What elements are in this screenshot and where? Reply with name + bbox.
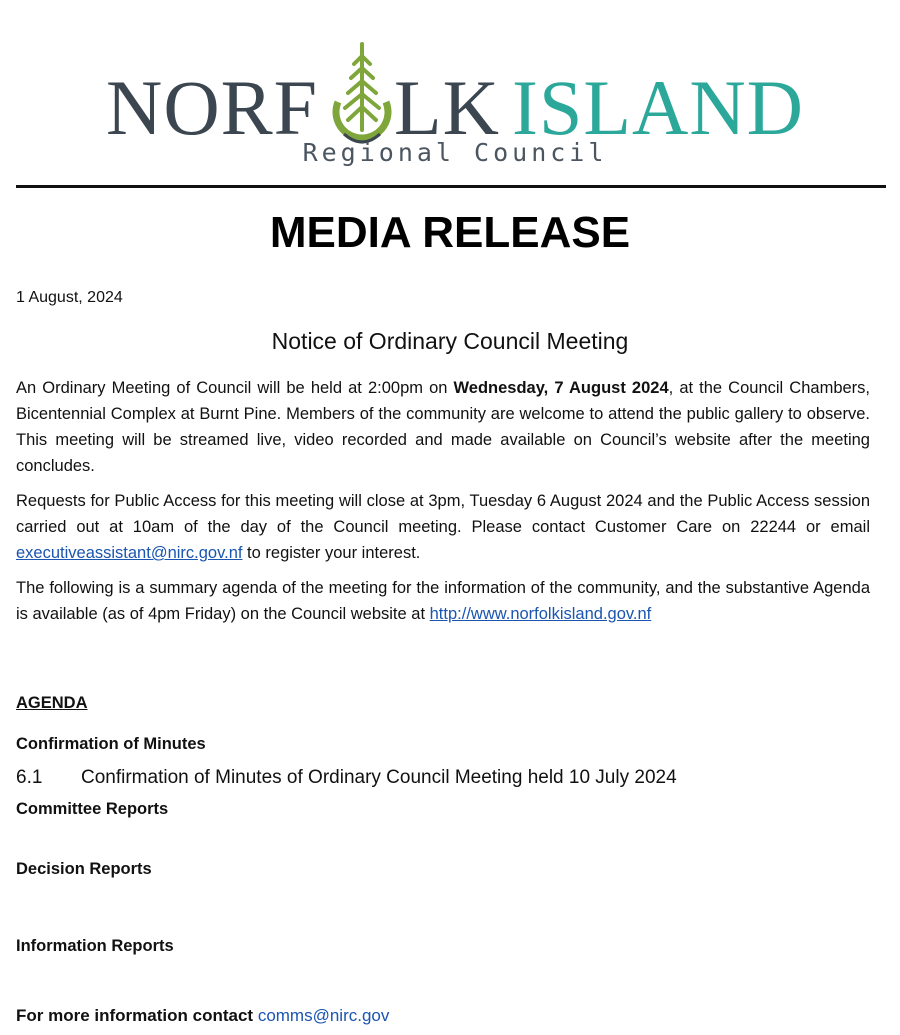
paragraph-meeting-details (16, 375, 870, 479)
contact-label: For more information contact (16, 1006, 254, 1025)
executive-assistant-email-link[interactable]: executiveassistant@nirc.gov.nf (16, 544, 243, 562)
header-divider (16, 185, 886, 188)
meeting-date-bold: Wednesday, 7 August 2024 (453, 379, 669, 397)
agenda-heading: AGENDA (16, 694, 88, 712)
release-date: 1 August, 2024 (16, 289, 123, 306)
contact-line (16, 1006, 389, 1026)
paragraph1-text-end: , at the Council Chambers, Bicentennial Complex at Burnt Pine. Members of the community are welcome to attend the public gallery to observe. This meeting will be streamed live, video recorded and made available on Council’s website after the meeting concludes. (16, 379, 870, 475)
logo-text-norf: NORF (106, 64, 319, 151)
paragraph1-text-start: An Ordinary Meeting of Council will be held at 2:00pm on (16, 379, 454, 397)
council-logo (0, 38, 900, 178)
information-reports-heading: Information Reports (16, 937, 174, 955)
paragraph-public-access (16, 488, 870, 566)
logo-text-island: ISLAND (512, 64, 804, 151)
contact-email-link[interactable]: comms@nirc.gov (257, 1006, 390, 1025)
confirmation-of-minutes-heading: Confirmation of Minutes (16, 735, 206, 753)
paragraph3-text: The following is a summary agenda of the meeting for the information of the community, and the substantive Agenda is available (as of 4pm Friday) on the Council website at (16, 579, 870, 623)
council-website-link[interactable]: http://www.norfolkisland.gov.nf (429, 605, 652, 623)
agenda-item (16, 767, 677, 789)
committee-reports-heading: Committee Reports (16, 800, 169, 818)
paragraph-agenda-info (16, 575, 870, 627)
paragraph2-text-end: to register your interest. (242, 544, 421, 562)
logo-subtitle: Regional Council (302, 138, 608, 167)
agenda-item-number: 6.1 (16, 767, 43, 788)
notice-title: Notice of Ordinary Council Meeting (271, 328, 629, 354)
agenda-item-text: Confirmation of Minutes of Ordinary Council Meeting held 10 July 2024 (81, 767, 677, 788)
paragraph2-text-start: Requests for Public Access for this meeting will close at 3pm, Tuesday 6 August 2024 and the Public Access session carried out at 10am of the day of the Council meeting. Please contact Customer Care on 22244 or email (16, 492, 870, 536)
page-title: MEDIA RELEASE (269, 208, 631, 257)
decision-reports-heading: Decision Reports (16, 860, 152, 878)
logo-text-lk: LK (394, 64, 500, 151)
